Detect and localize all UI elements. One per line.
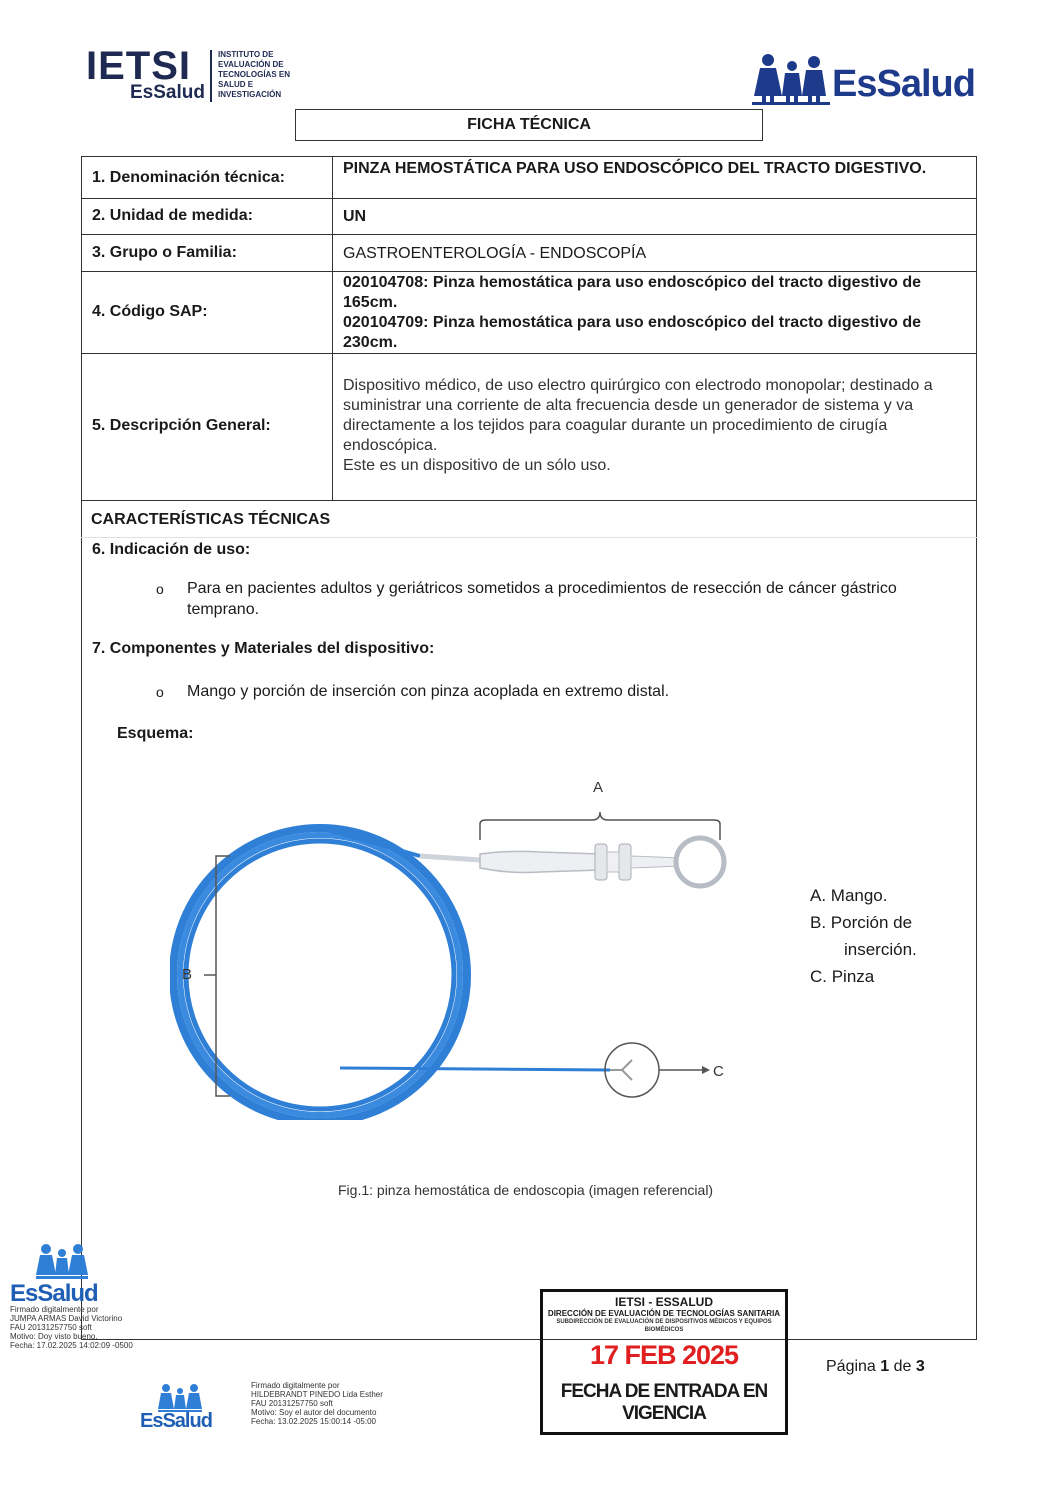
description-paragraph: Este es un dispositivo de un sólo uso.: [343, 457, 611, 474]
table-column-divider: [332, 156, 333, 500]
item-7-bullet: Mango y porción de inserción con pinza acoplada en extremo distal.: [187, 683, 670, 700]
schema-title: Esquema:: [117, 725, 194, 742]
row-label-denominacion: 1. Denominación técnica:: [92, 169, 285, 186]
row-value-grupo: GASTROENTEROLOGÍA - ENDOSCOPÍA: [343, 245, 647, 262]
bullet-icon: o: [156, 581, 164, 597]
table-divider: [81, 500, 977, 501]
figure-legend: [810, 882, 917, 990]
hemostatic-forceps-diagram: [170, 770, 770, 1120]
stamp-date: 17 FEB 2025: [589, 1340, 739, 1370]
essalud-family-icon: [752, 52, 832, 106]
bracket-a: [480, 812, 720, 840]
ietsi-logo-essalud: EsSalud: [130, 82, 205, 103]
description-paragraph: Dispositivo médico, de uso electro quirúrgico con electrodo monopolar; destinado a suministrar una corriente de alta frecuencia desde un generador de sistema y va directamente a los tejidos para coagular durante un procedimiento de cirugía endoscópica.: [343, 377, 933, 454]
sap-code: 020104709:: [343, 314, 429, 331]
legend-item: B. Porción de: [810, 913, 913, 932]
forceps-jaws: [610, 1060, 632, 1080]
sap-code: 020104708:: [343, 274, 429, 291]
signature-line: HILDEBRANDT PINEDO Lida Esther: [251, 1390, 383, 1399]
table-divider: [81, 271, 977, 272]
ietsi-subtitle-line: EVALUACIÓN DE: [218, 60, 284, 69]
sap-code-description: Pinza hemostática para uso endoscópico del tracto digestivo de 165cm: [343, 274, 921, 311]
page-prefix: Página: [826, 1358, 881, 1375]
row-value-descripcion: [343, 376, 968, 476]
figure-label-b: B: [182, 966, 193, 983]
signature-2-logo: EsSalud: [140, 1410, 212, 1432]
figure-caption: Fig.1: pinza hemostática de endoscopia (imagen referencial): [338, 1182, 714, 1198]
signature-line: Firmado digitalmente por: [10, 1305, 99, 1314]
ietsi-logo-subtitle: [218, 50, 328, 100]
ietsi-subtitle-line: INSTITUTO DE: [218, 50, 274, 59]
legend-item: A. Mango.: [810, 886, 888, 905]
essalud-family-icon: [36, 1243, 88, 1281]
handle-shaft: [631, 856, 680, 868]
stamp-line-3: SUBDIRECCIÓN DE EVALUACIÓN DE DISPOSITIVOS MÉDICOS Y EQUIPOS BIOMÉDICOS: [556, 1319, 772, 1333]
signature-1-text: [10, 1305, 170, 1350]
insertion-cable-bottom: [340, 1068, 610, 1070]
handle-body: [480, 851, 600, 872]
row-value-codigo-sap: [343, 273, 968, 353]
insertion-coil-outer: [173, 828, 467, 1120]
signature-line: JUMPA ARMAS David Victorino: [10, 1314, 123, 1323]
signature-line: FAU 20131257750 soft: [251, 1399, 333, 1408]
page-total: 3: [915, 1358, 925, 1375]
essalud-logo: EsSalud: [832, 63, 975, 105]
row-value-unidad: UN: [343, 208, 367, 225]
legend-item: C. Pinza: [810, 967, 875, 986]
row-label-grupo: 3. Grupo o Familia:: [92, 244, 237, 261]
handle-thumb-ring: [676, 838, 724, 886]
table-divider: [81, 234, 977, 235]
bullet-icon: o: [156, 684, 164, 700]
handle-ring-right: [619, 844, 631, 880]
signature-1-logo: EsSalud: [10, 1280, 98, 1307]
insertion-coil-middle: [180, 835, 460, 1115]
stamp-line-1: IETSI - ESSALUD: [614, 1295, 713, 1309]
page-title: FICHA TÉCNICA: [295, 109, 763, 141]
validity-stamp: [540, 1289, 788, 1435]
table-divider: [81, 198, 977, 199]
item-7-title: 7. Componentes y Materiales del dispositivo:: [92, 640, 435, 657]
sap-code-line: 020104708: Pinza hemostática para uso endoscópico del tracto digestivo de 165cm.: [343, 274, 921, 311]
row-value-denominacion: PINZA HEMOSTÁTICA PARA USO ENDOSCÓPICO DEL TRACTO DIGESTIVO.: [343, 160, 927, 177]
handle-slider: [607, 852, 619, 872]
footer-divider: [81, 1339, 977, 1340]
table-divider: [81, 353, 977, 354]
handle-strain-relief: [420, 856, 480, 860]
signature-line: Firmado digitalmente por: [251, 1381, 340, 1390]
signature-line: Fecha: 13.02.2025 15:00:14 -05:00: [251, 1417, 376, 1426]
page-middle: de: [889, 1358, 916, 1375]
table-divider: [81, 537, 977, 538]
row-label-descripcion: 5. Descripción General:: [92, 417, 271, 434]
ietsi-subtitle-line: SALUD E: [218, 80, 254, 89]
sap-code-line: 020104709: Pinza hemostática para uso endoscópico del tracto digestivo de 230cm.: [343, 314, 921, 351]
signature-line: Fecha: 17.02.2025 14:02:09 -0500: [10, 1341, 133, 1350]
arrow-c-head: [702, 1066, 710, 1074]
ietsi-logo-divider: [210, 50, 212, 102]
page-number: [826, 1358, 925, 1376]
signature-line: FAU 20131257750 soft: [10, 1323, 92, 1332]
item-6-bullet: Para en pacientes adultos y geriátricos sometidos a procedimientos de resección de cáncer gástrico temprano.: [187, 580, 897, 618]
section-title: CARACTERÍSTICAS TÉCNICAS: [91, 511, 331, 528]
row-label-unidad: 2. Unidad de medida:: [92, 207, 253, 224]
figure-label-c: C: [713, 1063, 724, 1080]
signature-2-text: [251, 1381, 421, 1426]
essalud-family-icon: [158, 1383, 202, 1413]
stamp-line-2: DIRECCIÓN DE EVALUACIÓN DE TECNOLOGÍAS SANITARIA: [547, 1309, 781, 1318]
ietsi-subtitle-line: INVESTIGACIÓN: [218, 90, 282, 99]
page-current: 1: [880, 1358, 890, 1375]
sap-code-description: Pinza hemostática para uso endoscópico del tracto digestivo de 230cm: [343, 314, 921, 351]
ietsi-subtitle-line: TECNOLOGÍAS EN: [218, 70, 291, 79]
ietsi-logo-word: IETSI: [86, 44, 192, 88]
row-label-codigo-sap: 4. Código SAP:: [92, 303, 208, 320]
handle-ring-left: [595, 844, 607, 880]
signature-line: Motivo: Doy visto bueno.: [10, 1332, 98, 1341]
legend-item: inserción.: [844, 940, 917, 959]
item-6-title: 6. Indicación de uso:: [92, 541, 251, 558]
figure-label-a: A: [593, 779, 604, 796]
stamp-footer: FECHA DE ENTRADA EN VIGENCIA: [560, 1381, 768, 1424]
signature-line: Motivo: Soy el autor del documento: [251, 1408, 377, 1417]
